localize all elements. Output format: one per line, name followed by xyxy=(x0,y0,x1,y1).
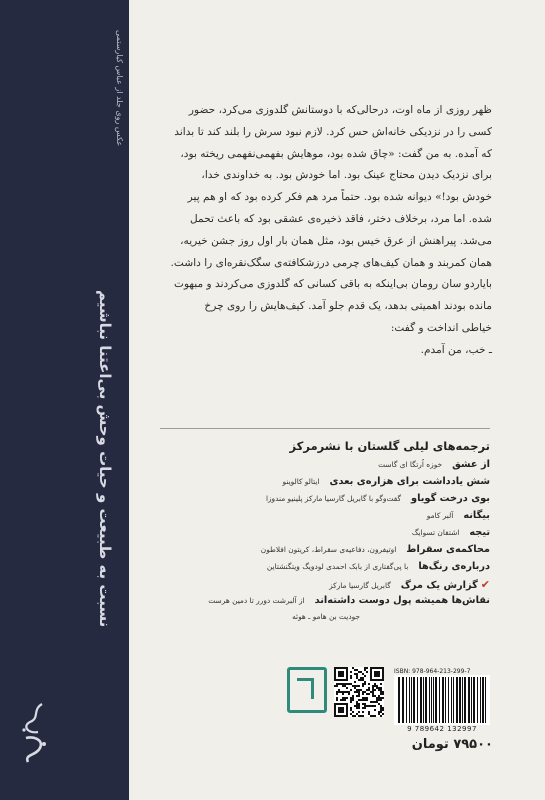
book-author: گابریل گارسیا مارکز xyxy=(329,581,391,590)
checkmark-icon: ✔ xyxy=(480,578,490,591)
list-item xyxy=(150,493,490,510)
list-item xyxy=(150,510,490,527)
book-title: درباره‌ی رنگ‌ها xyxy=(418,561,490,572)
translations-list xyxy=(150,437,490,626)
excerpt-line: همان کمربند و همان کیف‌های چرمی درزشکافته‌ی سگک‌نقره‌ای را داشت. xyxy=(170,256,492,269)
excerpt-line: ـ خب، من آمدم. xyxy=(420,343,492,356)
book-title: بیگانه xyxy=(463,510,490,521)
section-divider xyxy=(160,428,490,429)
isbn-text: ISBN: 978-964-213-299-7 xyxy=(394,668,471,675)
book-excerpt xyxy=(160,100,492,362)
list-item xyxy=(150,459,490,476)
book-title: تیجه xyxy=(469,527,490,538)
publisher-logo-icon xyxy=(287,667,327,713)
excerpt-line: که آمده. به من گفت: «چاق شده بود، موهایش بفهمی‌نفهمی ریخته بود، xyxy=(180,147,492,160)
book-title: نقاش‌ها همیشه پول دوست داشته‌اند xyxy=(314,595,490,606)
excerpt-line: شده. اما مرد، برخلاف دختر، فاقد ذخیره‌ی عشقی بود که باعث تحمل xyxy=(190,212,492,225)
translations-books xyxy=(150,459,490,612)
excerpt-line: می‌شد. پیراهنش از عرق خیس بود، مثل همان بار اول روز جشن خیریه، xyxy=(180,234,492,247)
book-author: گفت‌وگو با گابریل گارسیا مارکز پلینیو مندوزا xyxy=(265,494,401,503)
price-label: ۷۹۵۰۰ تومان xyxy=(411,737,493,752)
excerpt-line: مانده بودند اهمیتی بدهد، یک قدم جلو آمد. کیف‌هایش را روی چرخ xyxy=(204,300,492,313)
spine-photo-credit xyxy=(112,30,126,220)
book-author: از آلبرشت دورر تا دمین هرست xyxy=(208,596,305,605)
spine-title-text: نسبت به طبیعت و حیات وحش بی‌اعتنا نباشیم xyxy=(96,290,114,628)
excerpt-line: ظهر روزی از ماه اوت، درحالی‌که با دوستانش گلدوزی می‌کرد، حضور xyxy=(188,104,492,116)
book-author: اوتیفرون، دفاعیه‌ی سقراط، کریتون افلاطون xyxy=(260,545,397,554)
barcode-icon xyxy=(394,675,490,725)
spine-band xyxy=(0,0,129,800)
publisher-calligraphy-logo-icon xyxy=(18,700,52,766)
spine-photo-credit-text: عکس روی جلد از عباس کیارستمی xyxy=(115,30,124,147)
list-item xyxy=(150,595,490,612)
list-item xyxy=(150,476,490,493)
book-title: از عشق xyxy=(452,459,490,470)
book-author: آلبر کامو xyxy=(426,511,454,520)
list-item xyxy=(150,544,490,561)
excerpt-line: بایاردو سان رومان بی‌اینکه به باقی کسانی که گلدوزی می‌کردند و مبهوت xyxy=(173,278,492,291)
barcode-number: 9 789642 132997 xyxy=(407,725,477,733)
spine-title xyxy=(88,290,118,650)
qr-code-icon xyxy=(334,667,384,717)
book-author: اشتفان تسوایگ xyxy=(411,528,460,537)
book-author: ایتالو کالوینو xyxy=(282,477,320,486)
book-author: خوزه اُرتگا ای گاست xyxy=(378,460,443,469)
barcode-block xyxy=(394,668,490,733)
book-author: با پی‌گفتاری از بابک احمدی لودویگ ویتگنشتاین xyxy=(266,562,409,571)
excerpt-line: خیاطی انداخت و گفت: xyxy=(390,321,492,334)
list-item xyxy=(150,578,490,595)
excerpt-line: خودش بود!» دیوانه شده بود. حتماً مرد هم فکر کرده بود که او هم پیر xyxy=(187,191,492,204)
book-title: بوی درخت گویاو xyxy=(410,493,490,504)
book-title: گزارش یک مرگ xyxy=(400,580,478,591)
translations-heading: ترجمه‌های لیلی گلستان با نشرمرکز xyxy=(289,439,490,453)
list-item xyxy=(150,561,490,578)
excerpt-line: برای نزدیک دیدن محتاج عینک بود. اما خودش بود. به خداوندی خدا، xyxy=(201,169,492,182)
book-title: محاکمه‌ی سقراط xyxy=(406,544,490,555)
book-title: شش یادداشت برای هزاره‌ی بعدی xyxy=(329,476,490,487)
list-item xyxy=(150,527,490,544)
last-book-author: جودیت بن هامو ـ هوئه xyxy=(292,612,360,621)
excerpt-line: کسی را در نزدیکی خانه‌اش حس کرد. لازم نبود سرش را بلند کند تا بداند xyxy=(174,125,492,138)
